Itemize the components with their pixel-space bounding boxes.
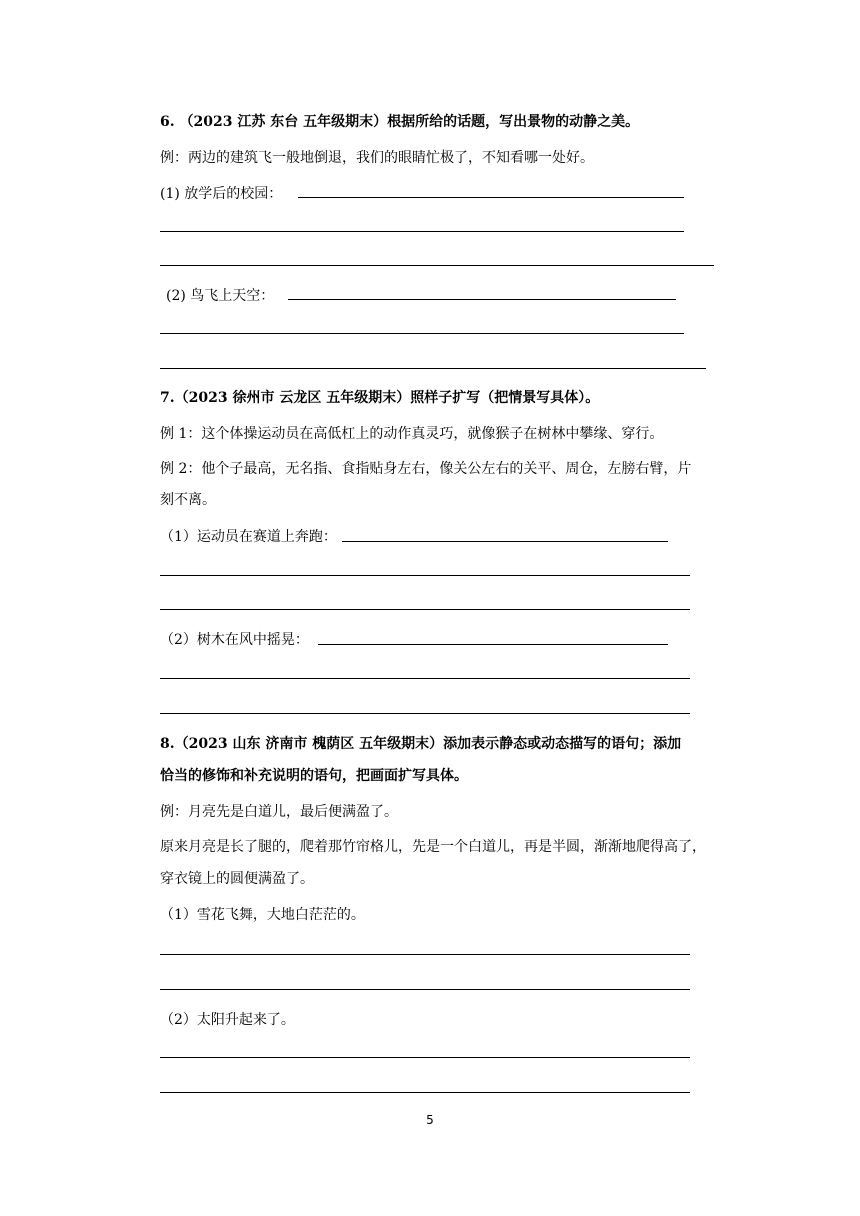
q6-item1-answer-line-1[interactable]: [298, 197, 684, 198]
q8-item2-answer-line-1[interactable]: [160, 1057, 690, 1058]
q6-item1-answer-line-2[interactable]: [160, 231, 684, 232]
q7-item2-answer-line-3[interactable]: [160, 713, 690, 714]
q7-example-2-line-2: 刻不离。: [160, 492, 216, 508]
q8-heading-line-1: 8.（2023 山东 济南市 槐荫区 五年级期末）添加表示静态或动态描写的语句；添加: [160, 736, 682, 752]
q8-item1-prompt: （1）雪花飞舞，大地白茫茫的。: [160, 907, 365, 923]
q8-passage-line-1: 原来月亮是长了腿的，爬着那竹帘格儿，先是一个白道儿，再是半圆，渐渐地爬得高了，: [160, 839, 706, 855]
q6-item2-answer-line-2[interactable]: [160, 333, 684, 334]
q7-item1-answer-line-2[interactable]: [160, 575, 690, 576]
q8-example: 例：月亮先是白道儿，最后便满盈了。: [160, 804, 398, 820]
q7-item2-answer-line-1[interactable]: [318, 644, 668, 645]
q7-example-1: 例 1：这个体操运动员在高低杠上的动作真灵巧，就像猴子在树林中攀缘、穿行。: [160, 426, 664, 442]
q6-item2-answer-line-1[interactable]: [288, 299, 676, 300]
page-number: 5: [426, 1113, 434, 1127]
q8-item1-answer-line-2[interactable]: [160, 989, 690, 990]
q6-item1-prompt: (1) 放学后的校园：: [160, 186, 283, 202]
q8-heading-line-2: 恰当的修饰和补充说明的语句，把画面扩写具体。: [160, 768, 468, 784]
q6-example: 例：两边的建筑飞一般地倒退，我们的眼睛忙极了，不知看哪一处好。: [160, 150, 594, 166]
q8-passage-line-2: 穿衣镜上的圆便满盈了。: [160, 871, 314, 887]
q6-item1-answer-line-3[interactable]: [160, 265, 714, 266]
q7-item1-answer-line-1[interactable]: [342, 541, 668, 542]
q7-heading: 7.（2023 徐州市 云龙区 五年级期末）照样子扩写（把情景写具体）。: [160, 390, 600, 406]
q6-heading: 6. （2023 江苏 东台 五年级期末）根据所给的话题，写出景物的动静之美。: [160, 114, 640, 130]
q7-item1-answer-line-3[interactable]: [160, 609, 690, 610]
q6-item2-prompt: (2) 鸟飞上天空：: [166, 288, 275, 304]
q7-item2-prompt: （2）树木在风中摇晃：: [160, 632, 309, 648]
q7-item1-prompt: （1）运动员在赛道上奔跑：: [160, 529, 337, 545]
q7-example-2-line-1: 例 2：他个子最高，无名指、食指贴身左右，像关公左右的关平、周仓，左膀右臂，片: [160, 461, 692, 477]
q8-item2-prompt: （2）太阳升起来了。: [160, 1012, 295, 1028]
q8-item1-answer-line-1[interactable]: [160, 954, 690, 955]
q6-item2-answer-line-3[interactable]: [160, 368, 706, 369]
q7-item2-answer-line-2[interactable]: [160, 678, 690, 679]
q8-item2-answer-line-2[interactable]: [160, 1092, 690, 1093]
